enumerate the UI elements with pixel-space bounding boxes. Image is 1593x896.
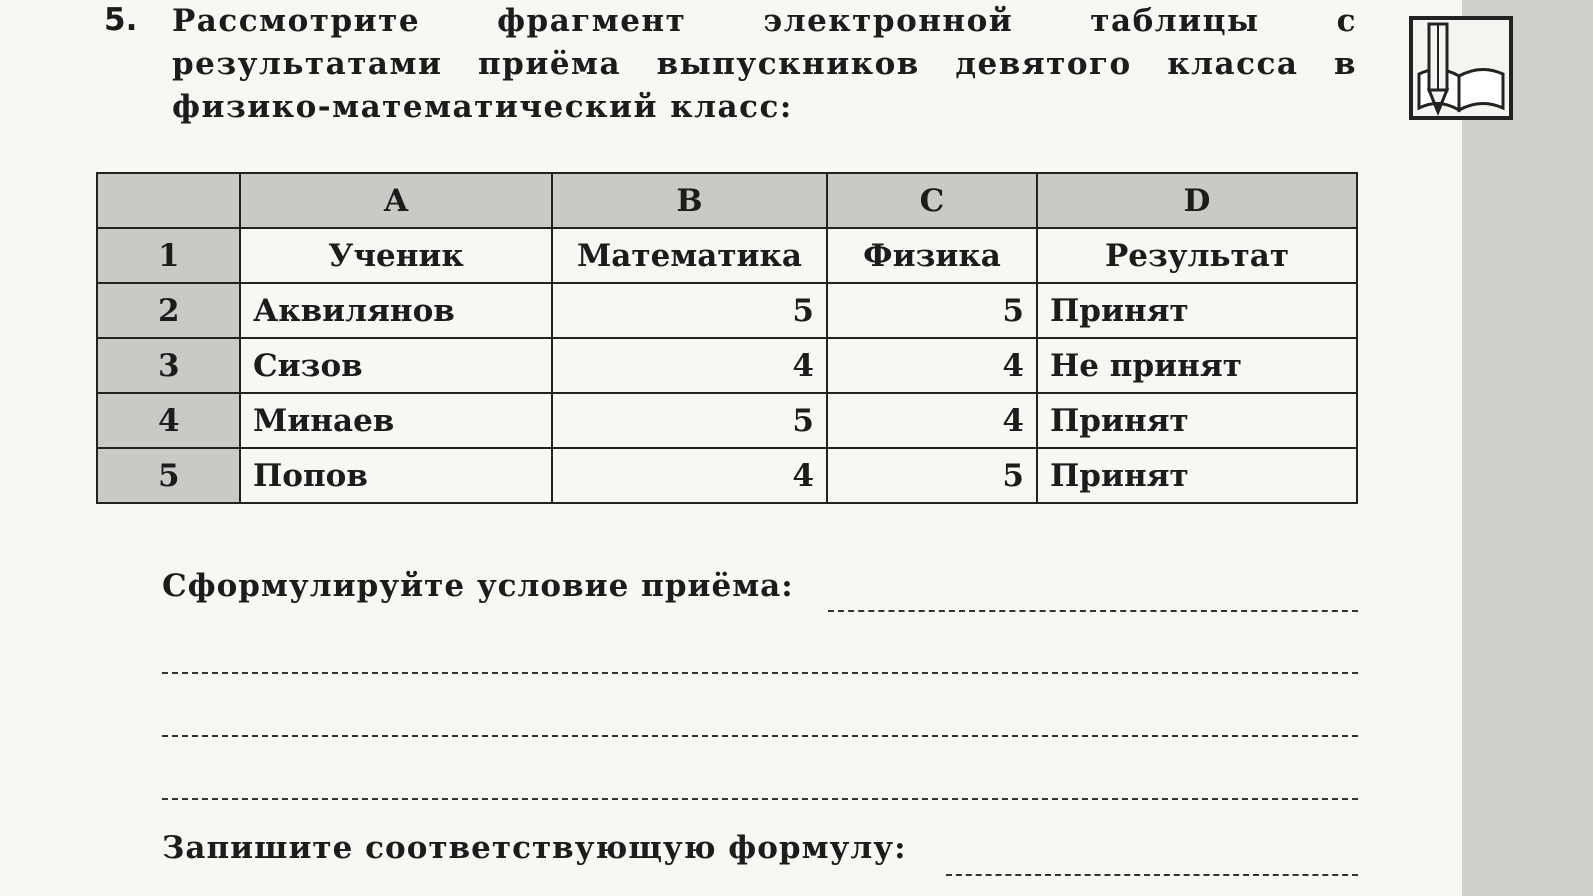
cell-a2: Аквилянов — [240, 283, 552, 338]
column-header-a: A — [240, 173, 552, 228]
cell-d5: Принят — [1037, 448, 1357, 503]
cell-b5: 4 — [552, 448, 827, 503]
table-row — [97, 448, 1357, 503]
column-header-c: C — [827, 173, 1037, 228]
row-number: 5 — [97, 448, 240, 503]
table-row — [97, 338, 1357, 393]
column-header-b: B — [552, 173, 827, 228]
condition-answer-line[interactable] — [828, 610, 1358, 612]
cell-c1: Физика — [827, 228, 1037, 283]
task-text: Рассмотрите фрагмент электронной таблицы с результатами приёма выпускников девятого класса в физико-математический класс: — [172, 3, 1357, 125]
cell-a1: Ученик — [240, 228, 552, 283]
cell-c5: 5 — [827, 448, 1037, 503]
workbook-pencil-icon — [1409, 16, 1513, 120]
cell-c3: 4 — [827, 338, 1037, 393]
cell-d3: Не принят — [1037, 338, 1357, 393]
table-row — [97, 283, 1357, 338]
spreadsheet-fragment — [96, 172, 1358, 504]
corner-cell — [97, 173, 240, 228]
row-number: 1 — [97, 228, 240, 283]
cell-b1: Математика — [552, 228, 827, 283]
cell-a5: Попов — [240, 448, 552, 503]
column-header-row — [97, 173, 1357, 228]
cell-d4: Принят — [1037, 393, 1357, 448]
table-row — [97, 228, 1357, 283]
formula-prompt: Запишите соответствующую формулу: — [162, 830, 907, 866]
task-number: 5. — [104, 2, 138, 38]
table-row — [97, 393, 1357, 448]
condition-answer-line[interactable] — [162, 798, 1358, 800]
row-number: 3 — [97, 338, 240, 393]
page-side-strip — [1462, 0, 1593, 896]
condition-prompt: Сформулируйте условие приёма: — [162, 568, 794, 604]
row-number: 2 — [97, 283, 240, 338]
cell-b4: 5 — [552, 393, 827, 448]
cell-b2: 5 — [552, 283, 827, 338]
cell-a4: Минаев — [240, 393, 552, 448]
row-number: 4 — [97, 393, 240, 448]
cell-c4: 4 — [827, 393, 1037, 448]
formula-answer-line[interactable] — [946, 874, 1358, 876]
cell-a3: Сизов — [240, 338, 552, 393]
condition-answer-line[interactable] — [162, 672, 1358, 674]
condition-answer-line[interactable] — [162, 735, 1358, 737]
cell-d1: Результат — [1037, 228, 1357, 283]
cell-d2: Принят — [1037, 283, 1357, 338]
column-header-d: D — [1037, 173, 1357, 228]
cell-c2: 5 — [827, 283, 1037, 338]
cell-b3: 4 — [552, 338, 827, 393]
